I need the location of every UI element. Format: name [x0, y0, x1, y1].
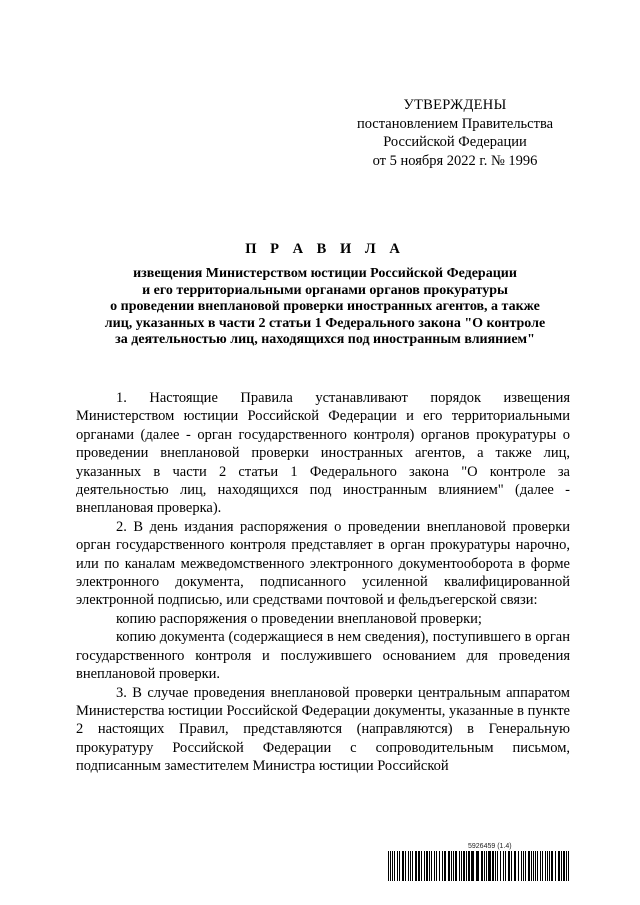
subtitle-line: извещения Министерством юстиции Российской Федерации — [133, 266, 517, 281]
subtitle-line: и его территориальными органами органов прокуратуры — [142, 282, 508, 298]
paragraph: 1. Настоящие Правила устанавливают порядок извещения Министерством юстиции Российской Федерации и его территориальными органами (далее - орган государственного контроля) органов прокуратуры о проведении внеплановой проверки иностранных агентов, а также лиц, указанных в части 2 статьи 1 Федерального закона "О контроле за деятельностью лиц, находящихся под иностранным влиянием" (далее - внеплановая проверка). — [76, 390, 570, 517]
barcode-image — [388, 851, 570, 881]
document-body — [76, 389, 570, 776]
paragraph: 2. В день издания распоряжения о проведении внеплановой проверки орган государственного контроля представляет в орган прокуратуры нарочно, или по каналам межведомственного электронного документооборота в форме электронного документа, подписанного усиленной квалифицированной электронной подписью, или средствами почтовой и фельдъегерской связи: — [76, 518, 570, 609]
document-subtitle — [80, 266, 570, 349]
subtitle-line: лиц, указанных в части 2 статьи 1 Федерального закона "О контроле — [104, 315, 546, 331]
paragraph: копию распоряжения о проведении внеплановой проверки; — [116, 610, 482, 627]
subtitle-line: за деятельностью лиц, находящихся под иностранным влиянием" — [115, 332, 535, 348]
paragraph: 3. В случае проведения внеплановой проверки центральным аппаратом Министерства юстиции Российской Федерации документы, указанные в пункте 2 настоящих Правил, представляются (направляются) в Генеральную прокуратуру Российской Федерации с сопроводительным письмом, подписанным заместителем Министра юстиции Российской — [76, 684, 570, 775]
approval-heading: УТВЕРЖДЕНЫ — [403, 97, 507, 113]
approval-line: Российской Федерации — [383, 134, 527, 150]
document-code: 5926459 (1.4) — [468, 843, 512, 850]
approval-block — [340, 96, 570, 170]
approval-line: постановлением Правительства — [356, 115, 554, 132]
paragraph: копию документа (содержащиеся в нем сведения), поступившего в орган государственного контроля и послужившего основанием для проведения внеплановой проверки. — [76, 629, 570, 683]
document-title: П Р А В И Л А — [245, 241, 405, 257]
subtitle-line: о проведении внеплановой проверки иностранных агентов, а также — [110, 299, 540, 315]
approval-line: от 5 ноября 2022 г. № 1996 — [372, 152, 538, 169]
